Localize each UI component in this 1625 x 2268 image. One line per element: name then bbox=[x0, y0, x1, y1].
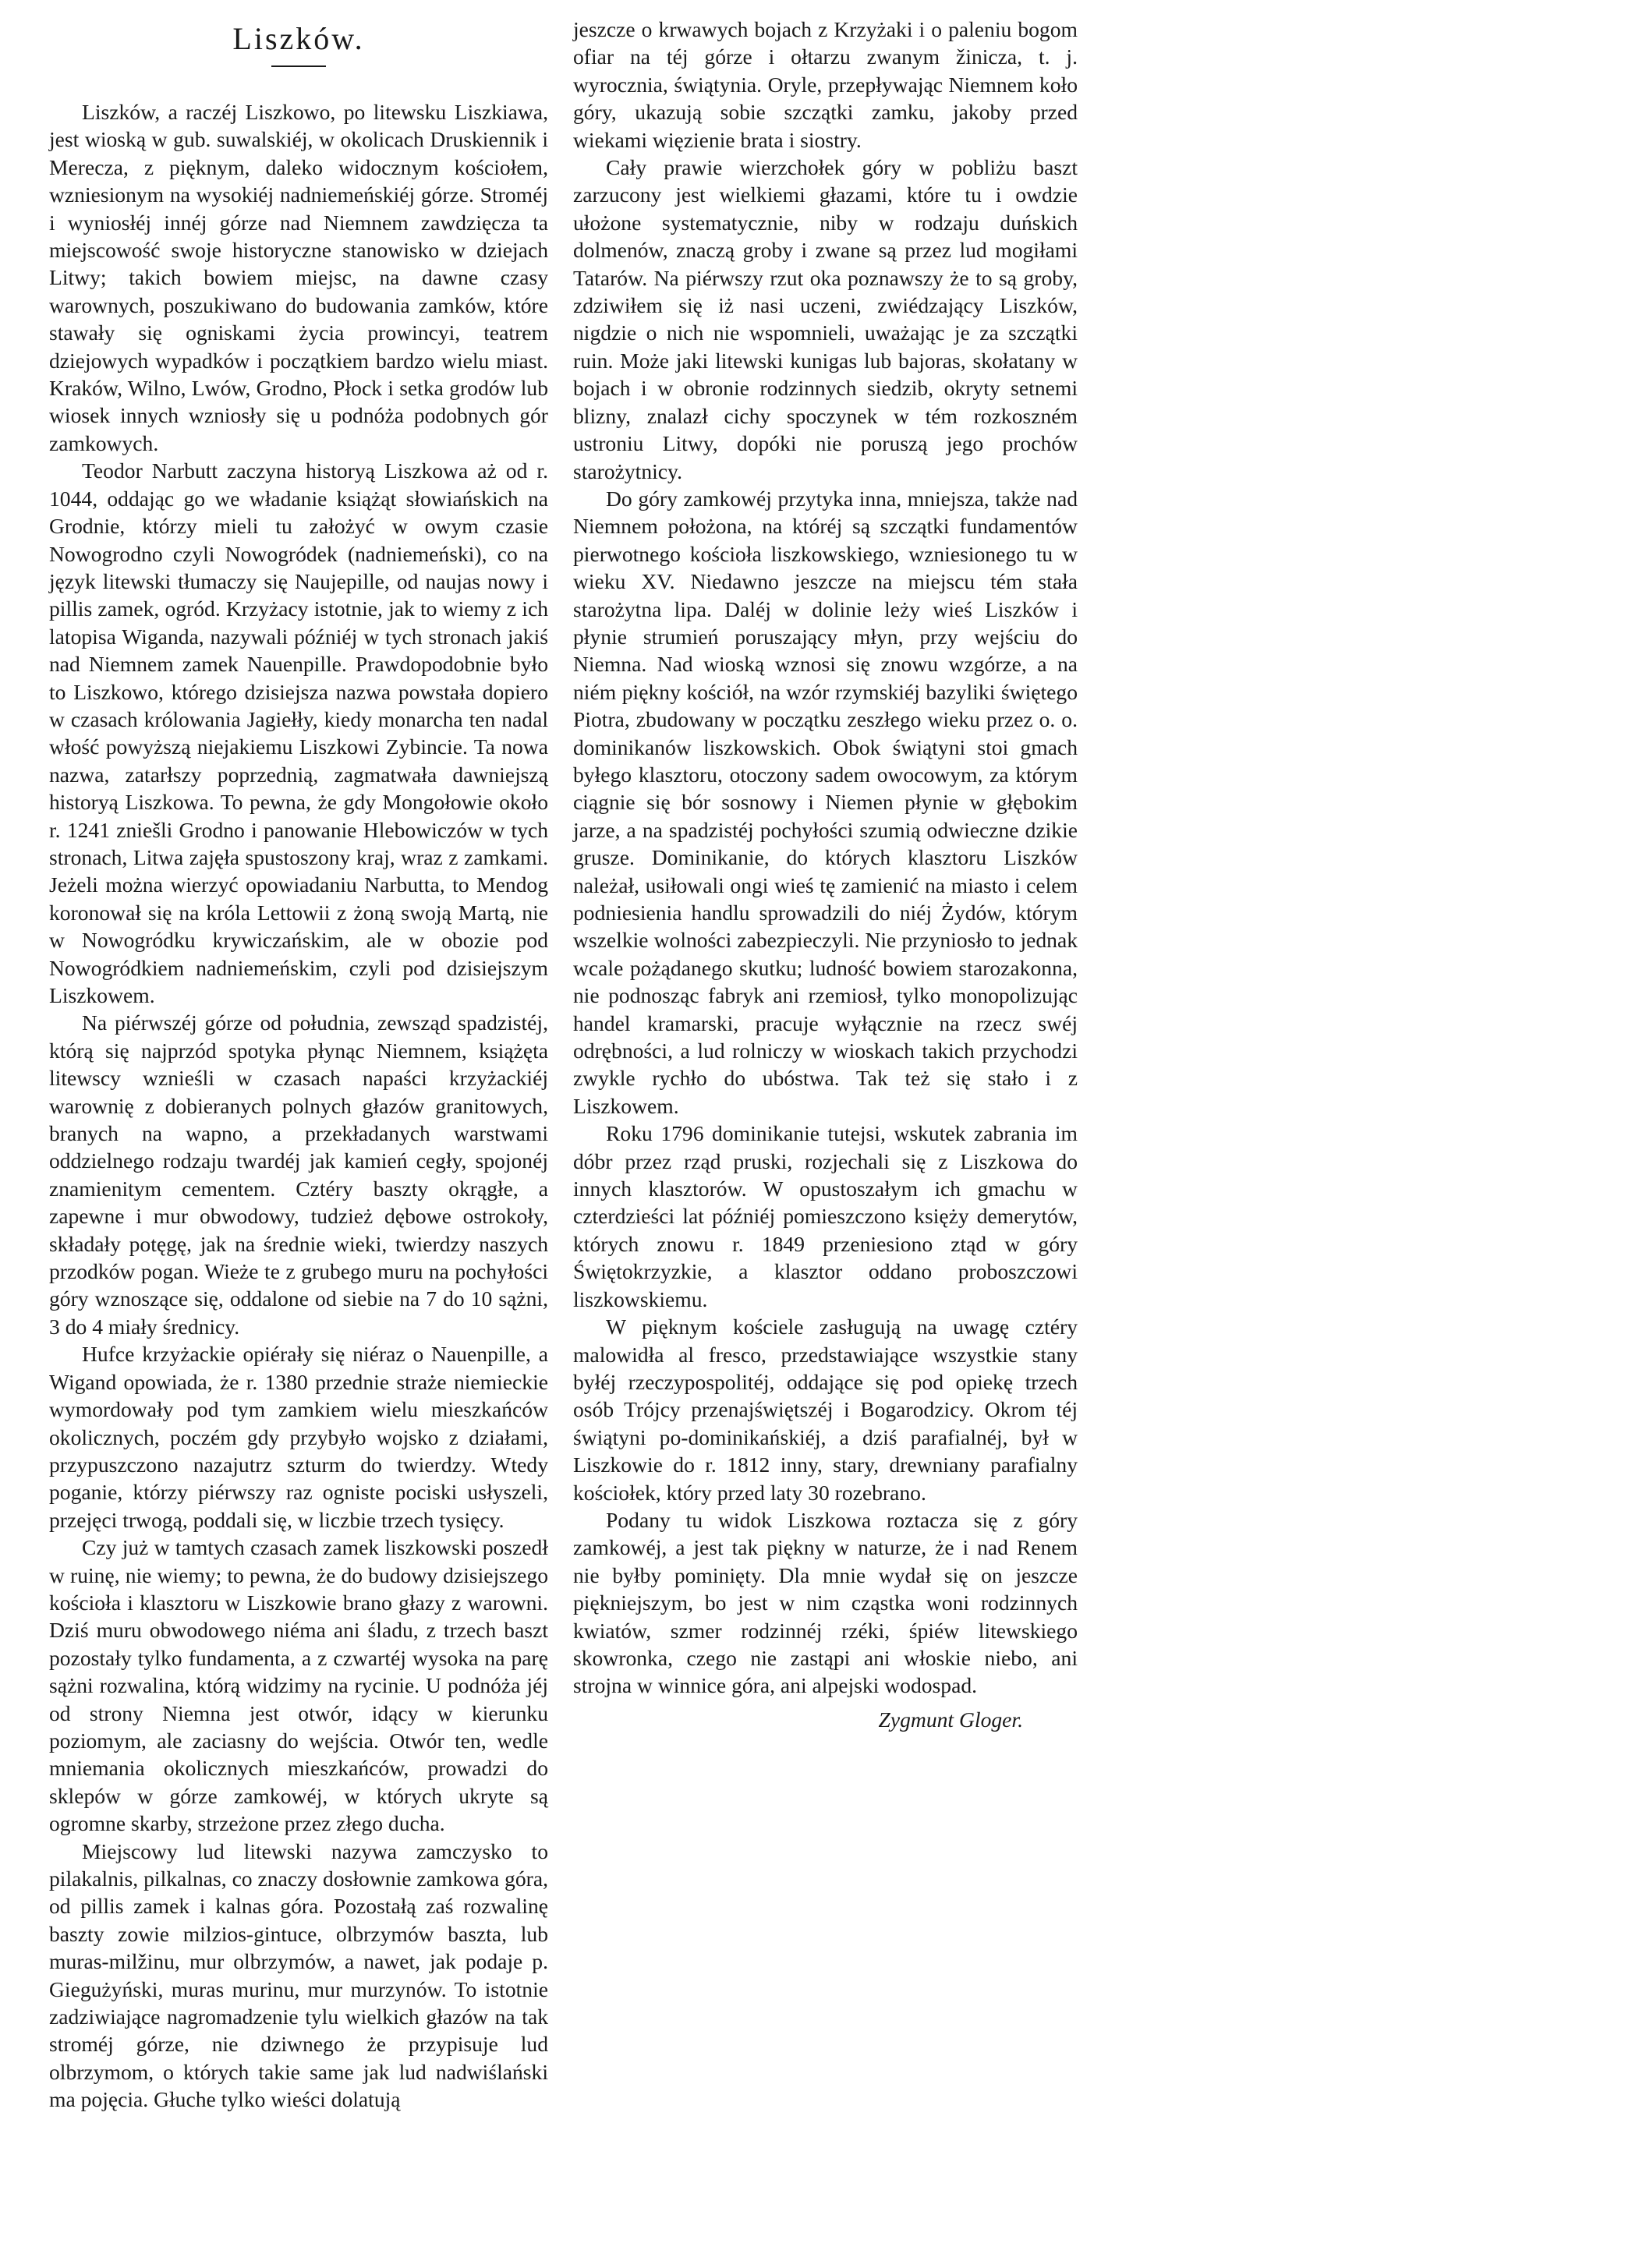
paragraph: Czy już w tamtych czasach zamek liszkowski poszedł w ruinę, nie wiemy; to pewna, że do budowy dzisiejszego kościoła i klasztoru w Liszkowie brano głazy z warowni. Dziś muru obwodowego niéma ani śladu, z trzech baszt pozostały tylko fundamenta, a z czwartéj wysoka na parę sążni rozwalina, którą widzimy na rycinie. U podnóża jéj od strony Niemna jest otwór, idący w kierunku poziomym, ale zaciasny do wejścia. Otwór ten, wedle mniemania okolicznych mieszkańców, prowadzi do sklepów w górze zamkowéj, w których ukryte są ogromne skarby, strzeżone przez złego ducha. bbox=[49, 1535, 548, 1836]
paragraph: Do góry zamkowéj przytyka inna, mniejsza, także nad Niemnem położona, na któréj są szczątki fundamentów pierwotnego kościoła liszkowskiego, wzniesionego tu w wieku XV. Niedawno jeszcze na miejscu tém stała starożytna lipa. Daléj w dolinie leży wieś Liszków i płynie strumień poruszający młyn, przy wejściu do Niemna. Nad wioską wznosi się znowu wzgórze, a na niém piękny kościół, na wzór rzymskiéj bazyliki świętego Piotra, zbudowany w początku zeszłego wieku przez o. o. dominikanów liszkowskich. Obok świątyni stoi gmach byłego klasztoru, otoczony sadem owocowym, za którym ciągnie się bór sosnowy i Niemen płynie w głębokim jarze, a na spadzistéj pochyłości szumią odwieczne dzikie grusze. Dominikanie, do których klasztoru Liszków należał, usiłowali ongi wieś tę zamienić na miasto i celem podniesienia handlu sprowadzili do niéj Żydów, którym wszelkie wolności zabezpieczyli. Nie przyniosło to jednak wcale pożądanego skutku; ludność bowiem starozakonna, nie podnosząc fabryk ani rzemiosł, tylko monopolizując handel kramarski, pracuje wyłącznie na rzecz swéj odrębności, a lud rolniczy w wioskach takich przychodzi zwykle rychło do ubóstwa. Tak też się stało i z Liszkowem. bbox=[573, 486, 1078, 1118]
paragraph: Podany tu widok Liszkowa roztacza się z góry zamkowéj, a jest tak piękny w naturze, że i nad Renem nie byłby pominięty. Dla mnie wydał się on jeszcze piękniejszym, bo jest w nim cząstka woni rodzinnych kwiatów, szmer rodzinnéj rzéki, śpiéw litewskiego skowronka, czego nie zastąpi ani włoskie niebo, ani strojna w winnice góra, ani alpejski wodospad. bbox=[573, 1507, 1078, 1698]
right-column bbox=[573, 16, 1078, 1733]
paragraph: Roku 1796 dominikanie tutejsi, wskutek zabrania im dóbr przez rząd pruski, rozjechali się z Liszkowa do innych klasztorów. W opustoszałym ich gmachu w czterdzieści lat późniéj pomieszczono księży demerytów, których znowu r. 1849 przeniesiono ztąd w góry Świętokrzyzkie, a klasztor oddano proboszczowi liszkowskiemu. bbox=[573, 1121, 1078, 1311]
paragraph: Liszków, a raczéj Liszkowo, po litewsku Liszkiawa, jest wioską w gub. suwalskiéj, w okolicach Druskiennik i Mereczа, z pięknym, daleko widocznym kościołem, wzniesionym na wysokiéj nadniemeńskiéj górze. Stroméj i wyniosłéj innéj górze nad Niemnem zawdzięcza ta miejscowość swoje historyczne stanowisko w dziejach Litwy; takich bowiem miejsc, na dawne czasy warownych, poszukiwano do budowania zamków, które stawały się ogniskami życia prowincyi, teatrem dziejowych wypadków i początkiem bardzo wielu miast. Kraków, Wilno, Lwów, Grodno, Płock i setka grodów lub wiosek innych wzniosły się u podnóża podobnych gór zamkowych. bbox=[49, 100, 548, 455]
paragraph: Miejscowy lud litewski nazywa zamczysko to pilakalnis, pilkalnas, co znaczy dosłownie zamkowa góra, od pillis zamek i kalnas góra. Pozostałą zaś rozwalinę baszty zowie milzios-gintuce, olbrzymów baszta, lub muras-milžinu, mur olbrzymów, a nawet, jak podaje p. Giegużyński, muras murinu, mur murzynów. To istotnie zadziwiające nagromadzenie tylu wielkich głazów na tak stroméj górze, nie dziwnego że przypisuje lud olbrzymom, o których takie same jak lud nadwiślański ma pojęcia. Głuche tylko wieści dolatują bbox=[49, 1838, 548, 2112]
paragraph-continuation: jeszcze o krwawych bojach z Krzyżaki i o paleniu bogom ofiar na téj górze i ołtarzu zwanym žinicza, t. j. wyrocznia, świątynia. Oryle, przepływając Niemnem koło góry, ukazują sobie szczątki zamku, jakoby przed wiekami więzienie brata i siostry. bbox=[573, 17, 1078, 152]
paragraph: Na piérwszéj górze od południa, zewsząd spadzistéj, którą się najprzód spotyka płynąc Niemnem, książęta litewscy wznieśli w czasach napaści krzyżackiéj warownię z dobieranych polnych głazów granitowych, branych na wapno, a przekładanych warstwami oddzielnego rodzaju twardéj jak kamień cegły, spojonéj znamienitym cementem. Cztéry baszty okrągłe, a zapewne i mur obwodowy, tudzież dębowe ostrokoły, składały potęgę, jak na średnie wieki, twierdzy naszych przodków pogan. Wieże te z grubego muru na pochyłości góry wznoszące się, oddalone od siebie na 7 do 10 sążni, 3 do 4 miały średnicy. bbox=[49, 1010, 548, 1339]
author-signature: Zygmunt Gloger. bbox=[878, 1707, 1023, 1732]
left-column bbox=[49, 16, 548, 2114]
article-title: Liszków. bbox=[232, 21, 365, 56]
paragraph: Cały prawie wierzchołek góry w pobliżu baszt zarzucony jest wielkiemi głazami, które tu i owdzie ułożone systematycznie, niby w rodzaju duńskich dolmenów, znaczą groby i zwane są przez lud mogiłami Tatarów. Na piérwszy rzut oka poznawszy że to są groby, zdziwiłem się iż nasi uczeni, zwiédzający Liszków, nigdzie o nich nie wspomnieli, uważając je za szczątki ruin. Może jaki litewski kunigas lub bajoras, skołatany w bojach i w obronie rodzinnych siedzib, okryty setnemi blizny, znalazł cichy spoczynek w tém rozkoszném ustroniu Litwy, dopóki nie poruszą jego prochów starożytnicy. bbox=[573, 155, 1078, 483]
paragraph: Hufce krzyżackie opiérały się niéraz o Nauenpille, a Wigand opowiada, że r. 1380 przednie straże niemieckie wymordowały pod tym zamkiem wielu mieszkańców okolicznych, poczém gdy przybyło wojsko z działami, przypuszczono nazajutrz szturm do twierdzy. Wtedy poganie, którzy piérwszy raz ogniste pociski usłyszeli, przejęci trwogą, poddali się, w liczbie trzech tysięcy. bbox=[49, 1342, 548, 1532]
paragraph: W pięknym kościele zasługują na uwagę cztéry malowidła al fresco, przedstawiające wszystkie stany byłéj rzeczypospolitéj, oddające się pod opiekę trzech osób Trójcy przenajświętszéj i Bogarodzicy. Okrom téj świątyni po-dominikańskiéj, a dziś parafialnéj, był w Liszkowie do r. 1812 inny, stary, drewniany parafialny kościołek, który przed laty 30 rozebrano. bbox=[573, 1314, 1078, 1505]
title-rule bbox=[271, 65, 326, 67]
paragraph: Teodor Narbutt zaczyna historyą Liszkowa aż od r. 1044, oddając go we władanie książąt słowiańskich na Grodnie, którzy mieli tu założyć w owym czasie Nowogrodno czyli Nowogródek (nadniemeński), co na język litewski tłumaczy się Naujepille, od naujas nowy i pillis zamek, ogród. Krzyżacy istotnie, jak to wiemy z ich latopisa Wiganda, nazywali późniéj w tych stronach jakiś nad Niemnem zamek Nauenpille. Prawdopodobnie było to Liszkowo, którego dzisiejsza nazwa powstała dopiero w czasach królowania Jagiełły, kiedy monarcha ten nadal włość powyższą niejakiemu Liszkowi Zybincie. Ta nowa nazwa, zatarłszy poprzednią, zagmatwała dawniejszą historyą Liszkowa. To pewna, że gdy Mongołowie około r. 1241 zniešli Grodno i panowanie Hlebowiczów w tych stronach, Litwa zajęła spustoszony kraj, wraz z zamkami. Jeżeli można wierzyć opowiadaniu Narbutta, to Mendog koronował się na króla Lettowii z żoną swoją Martą, nie w Nowogródku krywiczańskim, ale w obozie pod Nowogródkiem nadniemeńskim, czyli pod dzisiejszym Liszkowem. bbox=[49, 458, 548, 1007]
